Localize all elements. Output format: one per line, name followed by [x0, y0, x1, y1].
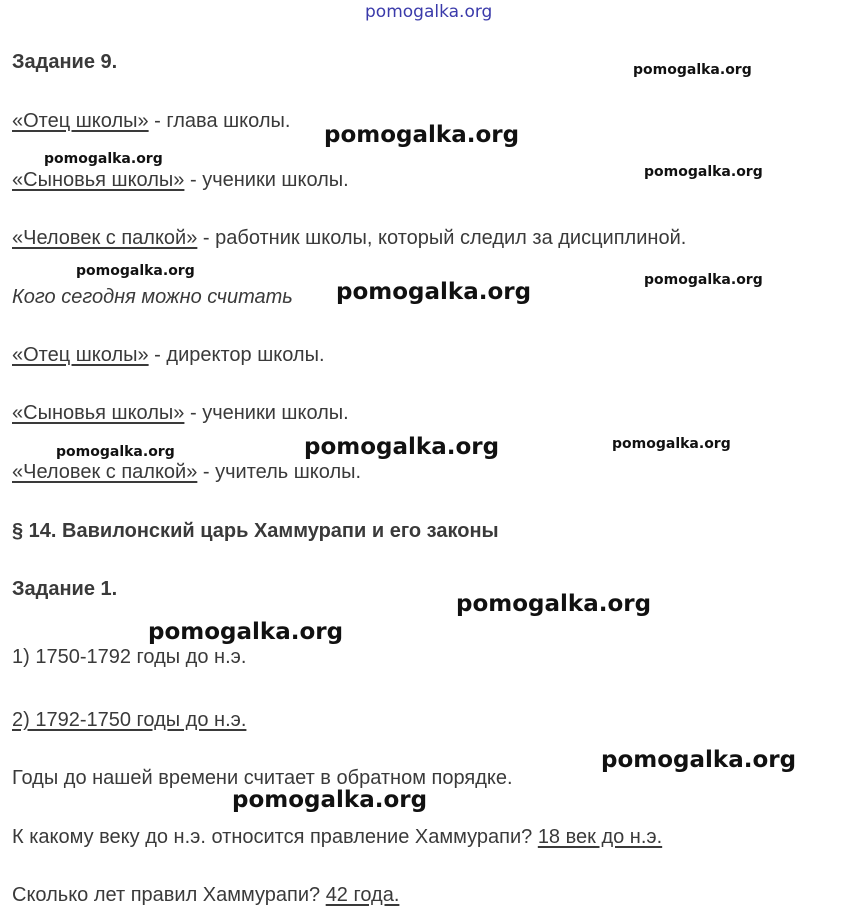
watermark: pomogalka.org	[304, 434, 500, 460]
definition: - директор школы.	[148, 344, 325, 366]
watermark: pomogalka.org	[456, 591, 652, 617]
task9-line-2	[12, 168, 349, 192]
watermark: pomogalka.org	[633, 62, 752, 78]
term: «Отец школы»	[12, 110, 149, 132]
question-century	[12, 825, 662, 849]
task9-line-5	[12, 401, 349, 425]
definition: - учитель школы.	[197, 461, 362, 483]
task9-line-6	[12, 460, 361, 484]
task9-heading: Задание 9.	[12, 51, 118, 73]
question-text: Сколько лет правил Хаммурапи?	[12, 884, 326, 906]
watermark: pomogalka.org	[336, 279, 532, 305]
option-1: 1) 1750-1792 годы до н.э.	[12, 646, 247, 668]
definition: - ученики школы.	[184, 402, 349, 424]
question-text: К какому веку до н.э. относится правление Хаммурапи?	[12, 826, 538, 848]
watermark-top: pomogalka.org	[365, 2, 493, 22]
watermark: pomogalka.org	[324, 122, 520, 148]
definition: - работник школы, который следил за дисциплиной.	[197, 227, 687, 249]
answer: 18 век до н.э.	[537, 826, 663, 848]
watermark: pomogalka.org	[76, 263, 195, 279]
term: «Отец школы»	[12, 344, 149, 366]
answer: 42 года.	[325, 884, 400, 906]
watermark: pomogalka.org	[56, 444, 175, 460]
task1-heading: Задание 1.	[12, 578, 118, 600]
watermark: pomogalka.org	[601, 747, 797, 773]
question-years	[12, 883, 399, 907]
task9-line-4	[12, 343, 325, 367]
term: «Человек с палкой»	[12, 461, 198, 483]
section-14-heading: § 14. Вавилонский царь Хаммурапи и его законы	[12, 520, 499, 542]
definition: - глава школы.	[148, 110, 291, 132]
watermark: pomogalka.org	[232, 787, 428, 813]
task9-question: Кого сегодня можно считать	[12, 286, 293, 308]
watermark: pomogalka.org	[148, 619, 344, 645]
watermark: pomogalka.org	[644, 272, 763, 288]
option-2-selected: 2) 1792-1750 годы до н.э.	[12, 709, 247, 731]
task9-line-3	[12, 226, 686, 250]
term: «Человек с палкой»	[12, 227, 198, 249]
term: «Сыновья школы»	[12, 169, 185, 191]
watermark: pomogalka.org	[612, 436, 731, 452]
task9-line-1	[12, 109, 290, 133]
note: Годы до нашей времени считает в обратном порядке.	[12, 767, 513, 789]
watermark: pomogalka.org	[644, 164, 763, 180]
definition: - ученики школы.	[184, 169, 349, 191]
watermark: pomogalka.org	[44, 151, 163, 167]
term: «Сыновья школы»	[12, 402, 185, 424]
